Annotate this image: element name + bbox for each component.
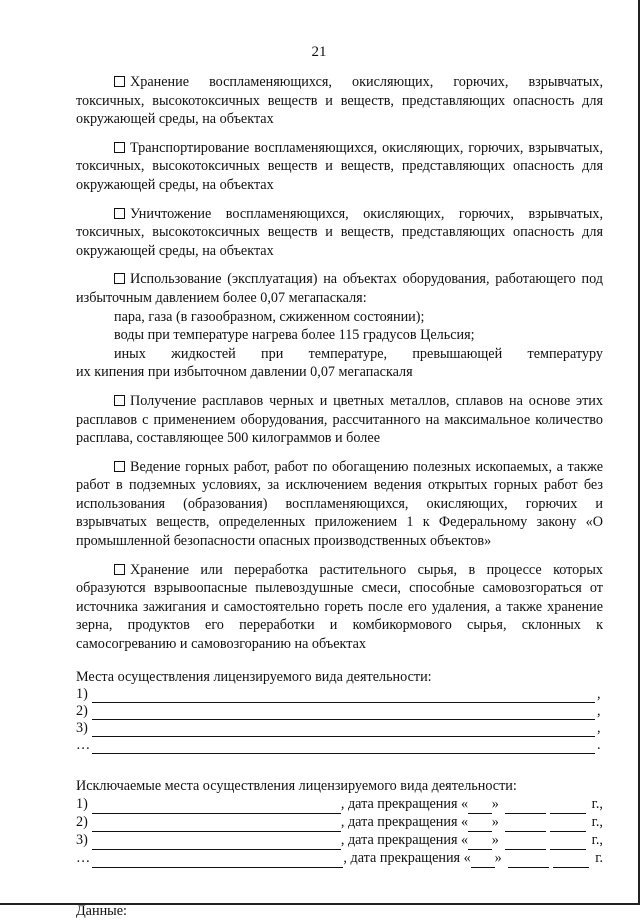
row-number: 2) [76,814,88,831]
row-end-punct: , [597,685,601,702]
activity-item-mining [76,458,603,551]
excluded-places-title: Исключаемые места осуществления лицензируемого вида деятельности: [76,778,517,795]
place-input-line[interactable] [92,740,595,754]
end-month-input[interactable] [505,800,546,814]
places-title: Места осуществления лицензируемого вида деятельности: [76,668,432,685]
activity-text: Ведение горных работ, работ по обогащению полезных ископаемых, а также работ в подземных условиях, за исключением ведения открытых горных работ без использования (образования) воспламеняющихся, окисляющих, горючих и взрывчатых веществ, определенных приложением 1 к Федеральному закону «О промышленной безопасности опасных производственных объектов» [76,458,603,550]
place-row [76,686,603,703]
activity-text: Хранение или переработка растительного сырья, в процессе которых образуются взрывоопасные пылевоздушные смеси, способные самовозгораться от источника зажигания и самостоятельно гореть после его удаления, а также хранение зерна, продуктов его переработки и комбикормового сырья, склонных к самосогреванию и самовозгоранию на объектах [76,561,603,653]
page-number: 21 [311,44,327,60]
sub-item: иных жидкостей при температуре, превышающей температуру [114,345,603,362]
row-number: 1) [76,685,88,702]
date-label: , дата прекращения « [340,814,469,831]
excluded-place-row [76,796,603,814]
place-row [76,737,603,754]
end-day-input[interactable] [471,854,495,868]
date-label: , дата прекращения « [340,796,469,813]
end-day-input[interactable] [468,800,492,814]
activity-item-metal-melts [76,392,603,448]
end-month-input[interactable] [508,854,550,868]
year-suffix: г., [591,832,603,849]
quote-close: » [491,814,499,831]
row-number: … [76,850,91,867]
excluded-places-list [76,796,603,868]
checkbox[interactable] [114,395,125,406]
row-number: 3) [76,832,88,849]
activity-text: Уничтожение воспламеняющихся, окисляющих, горючих, взрывчатых, токсичных, высокотоксичных веществ и веществ, представляющих опасность для окружающей среды, на объектах [76,205,603,259]
quote-close: » [494,850,502,867]
places-list [76,686,603,754]
activity-text: Использование (эксплуатация) на объектах оборудования, работающего под избыточным давлением более 0,07 мегапаскаля: [76,271,603,306]
end-day-input[interactable] [468,818,492,832]
checkbox[interactable] [114,564,125,575]
quote-close: » [491,832,499,849]
activity-item-destruction [76,205,603,261]
checkbox[interactable] [114,142,125,153]
row-end-punct: , [597,702,601,719]
activity-text: Получение расплавов черных и цветных металлов, сплавов на основе этих расплавов с применением оборудования, рассчитанного на максимальное количество расплава, составляющее 500 килограммов и более [76,392,603,447]
excluded-place-input-line[interactable] [92,800,341,814]
row-number: … [76,736,91,753]
checkbox[interactable] [114,461,125,472]
end-month-input[interactable] [505,836,546,850]
place-input-line[interactable] [92,723,595,737]
excluded-place-row [76,814,603,832]
excluded-place-row [76,850,603,868]
end-year-input[interactable] [550,836,585,850]
sub-item: их кипения при избыточном давлении 0,07 мегапаскаля [76,364,413,381]
year-suffix: г., [591,796,603,813]
end-year-input[interactable] [550,818,585,832]
excluded-place-input-line[interactable] [92,836,341,850]
end-day-input[interactable] [468,836,492,850]
data-label: Данные: [76,902,127,919]
checkbox[interactable] [114,273,125,284]
place-input-line[interactable] [92,706,595,720]
year-suffix: г. [595,850,603,867]
activity-text: Хранение воспламеняющихся, окисляющих, горючих, взрывчатых, токсичных, высокотоксичных веществ и веществ, представляющих опасность для окружающей среды, на объектах [76,74,603,128]
row-number: 2) [76,702,88,719]
row-number: 3) [76,719,88,736]
date-label: , дата прекращения « [343,850,471,867]
checkbox[interactable] [114,76,125,87]
sub-item: воды при температуре нагрева более 115 градусов Цельсия; [114,327,475,344]
sub-item: пара, газа (в газообразном, сжиженном состоянии); [114,308,425,325]
place-input-line[interactable] [92,689,595,703]
row-end-punct: , [597,719,601,736]
activity-item-transport [76,139,603,195]
date-label: , дата прекращения « [340,832,469,849]
row-number: 1) [76,796,88,813]
place-row [76,720,603,737]
quote-close: » [491,796,499,813]
activity-item-storage [76,73,603,129]
row-end-punct: . [597,736,601,753]
checkbox[interactable] [114,208,125,219]
document-body [76,73,603,920]
activity-text: Транспортирование воспламеняющихся, окисляющих, горючих, взрывчатых, токсичных, высокотоксичных веществ и веществ, представляющих опасность для окружающей среды, на объектах [76,139,603,193]
end-year-input[interactable] [550,800,585,814]
place-row [76,703,603,720]
activity-item-plant-raw [76,561,603,654]
end-month-input[interactable] [505,818,546,832]
activity-item-pressure-equipment [76,270,603,307]
year-suffix: г., [591,814,603,831]
excluded-place-input-line[interactable] [92,854,344,868]
excluded-place-input-line[interactable] [92,818,341,832]
excluded-place-row [76,832,603,850]
end-year-input[interactable] [553,854,589,868]
